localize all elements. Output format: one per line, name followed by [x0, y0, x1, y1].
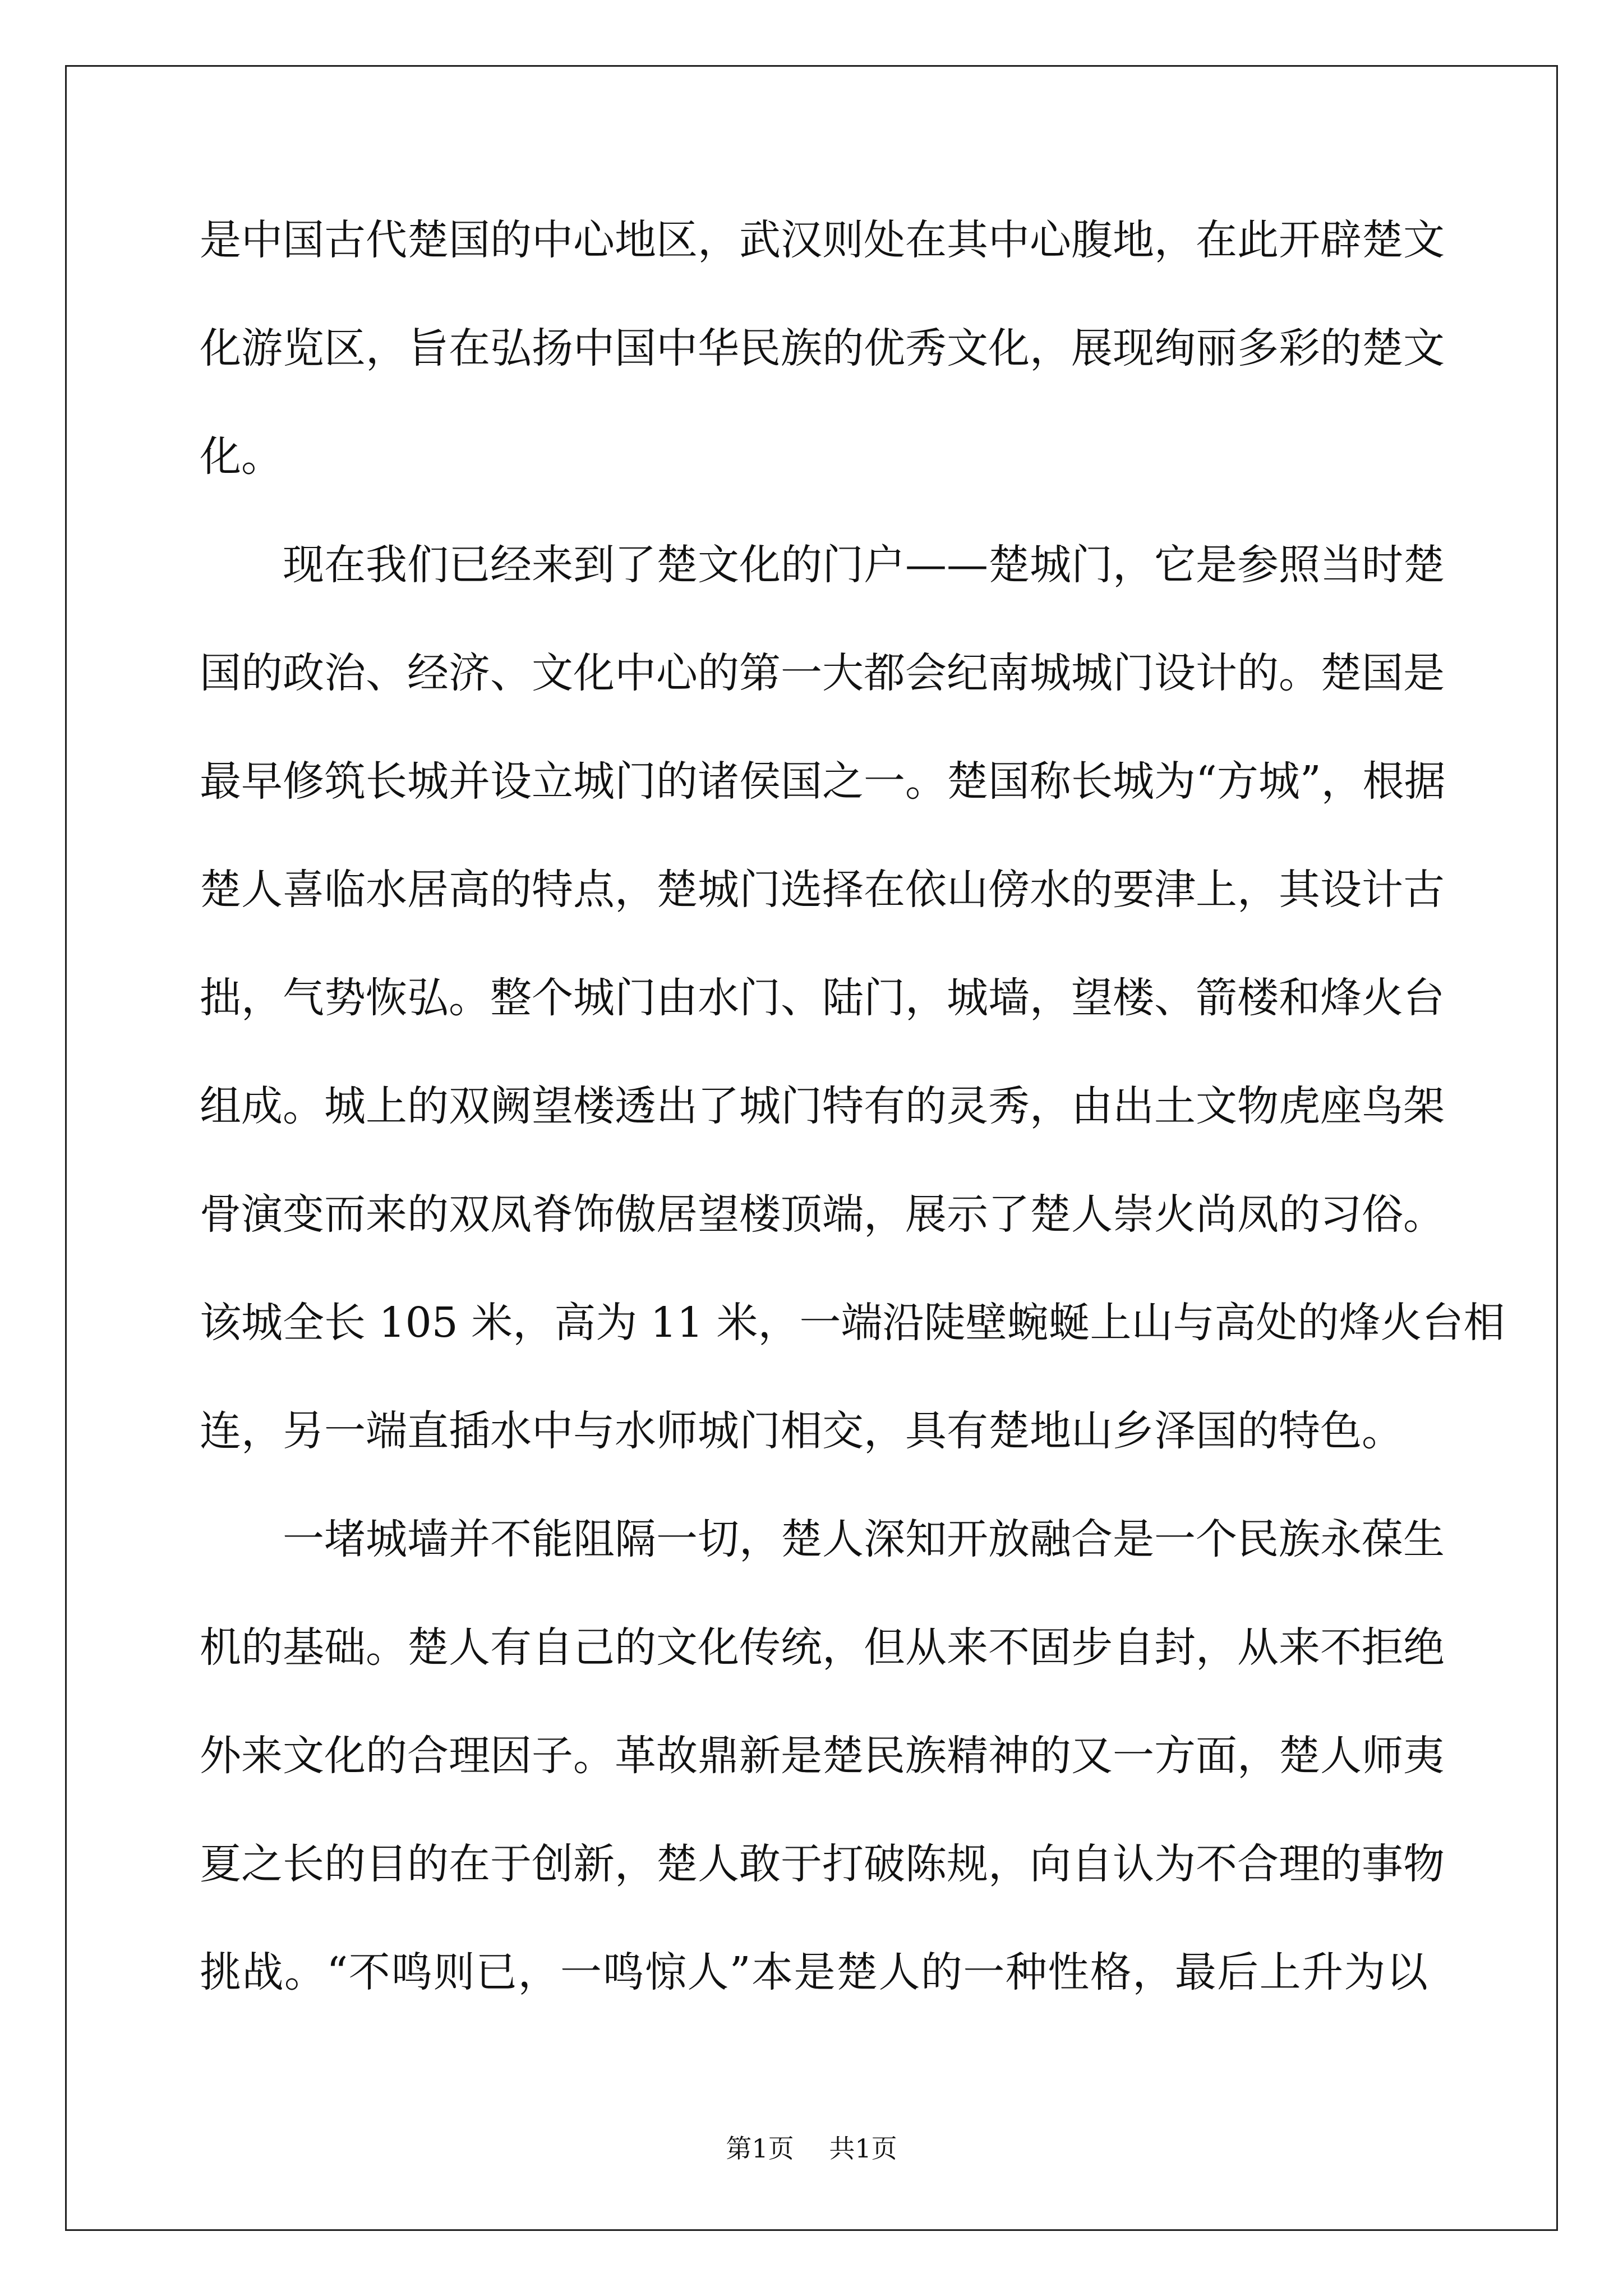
text-line: 最早修筑长城并设立城门的诸侯国之一。楚国称长城为“方城”，根据: [200, 757, 1446, 806]
page-number: 第1页: [726, 2133, 794, 2164]
paragraph: [200, 212, 1445, 537]
page-footer: [0, 2132, 1623, 2165]
text-line: 机的基础。楚人有自己的文化传统，但从来不固步自封，从来不拒绝: [200, 1623, 1445, 1672]
document-body: [200, 212, 1505, 2053]
text-line: 挑战。“不鸣则已，一鸣惊人”本是楚人的一种性格，最后上升为以: [200, 1948, 1428, 1996]
paragraph: [200, 1511, 1445, 2053]
text-line: 骨演变而来的双凤脊饰傲居望楼顶端，展示了楚人崇火尚凤的习俗。: [200, 1190, 1445, 1239]
text-line: 国的政治、经济、文化中心的第一大都会纪南城城门设计的。楚国是: [200, 649, 1445, 697]
text-line: 外来文化的合理因子。革故鼎新是楚民族精神的又一方面，楚人师夷: [200, 1732, 1445, 1780]
text-line: 夏之长的目的在于创新，楚人敢于打破陈规，向自认为不合理的事物: [200, 1840, 1445, 1888]
text-line: 连，另一端直插水中与水师城门相交，具有楚地山乡泽国的特色。: [200, 1407, 1403, 1455]
page-total: 共1页: [829, 2133, 897, 2164]
text-line: 拙，气势恢弘。整个城门由水门、陆门，城墙，望楼、箭楼和烽火台: [200, 974, 1445, 1022]
paragraph: [200, 537, 1505, 1511]
text-line: 一堵城墙并不能阻隔一切，楚人深知开放融合是一个民族永葆生: [283, 1515, 1445, 1563]
text-line: 化游览区，旨在弘扬中国中华民族的优秀文化，展现绚丽多彩的楚文: [200, 324, 1445, 372]
text-line: 该城全长 105 米，高为 11 米，一端沿陡壁蜿蜒上山与高处的烽火台相: [200, 1299, 1505, 1347]
text-line: 组成。城上的双阙望楼透出了城门特有的灵秀，由出土文物虎座鸟架: [200, 1082, 1445, 1130]
text-line: 化。: [200, 432, 283, 481]
text-line: 楚人喜临水居高的特点，楚城门选择在依山傍水的要津上，其设计古: [200, 866, 1445, 914]
text-line: 现在我们已经来到了楚文化的门户——楚城门，它是参照当时楚: [283, 541, 1445, 589]
text-line: 是中国古代楚国的中心地区，武汉则处在其中心腹地，在此开辟楚文: [200, 216, 1445, 264]
